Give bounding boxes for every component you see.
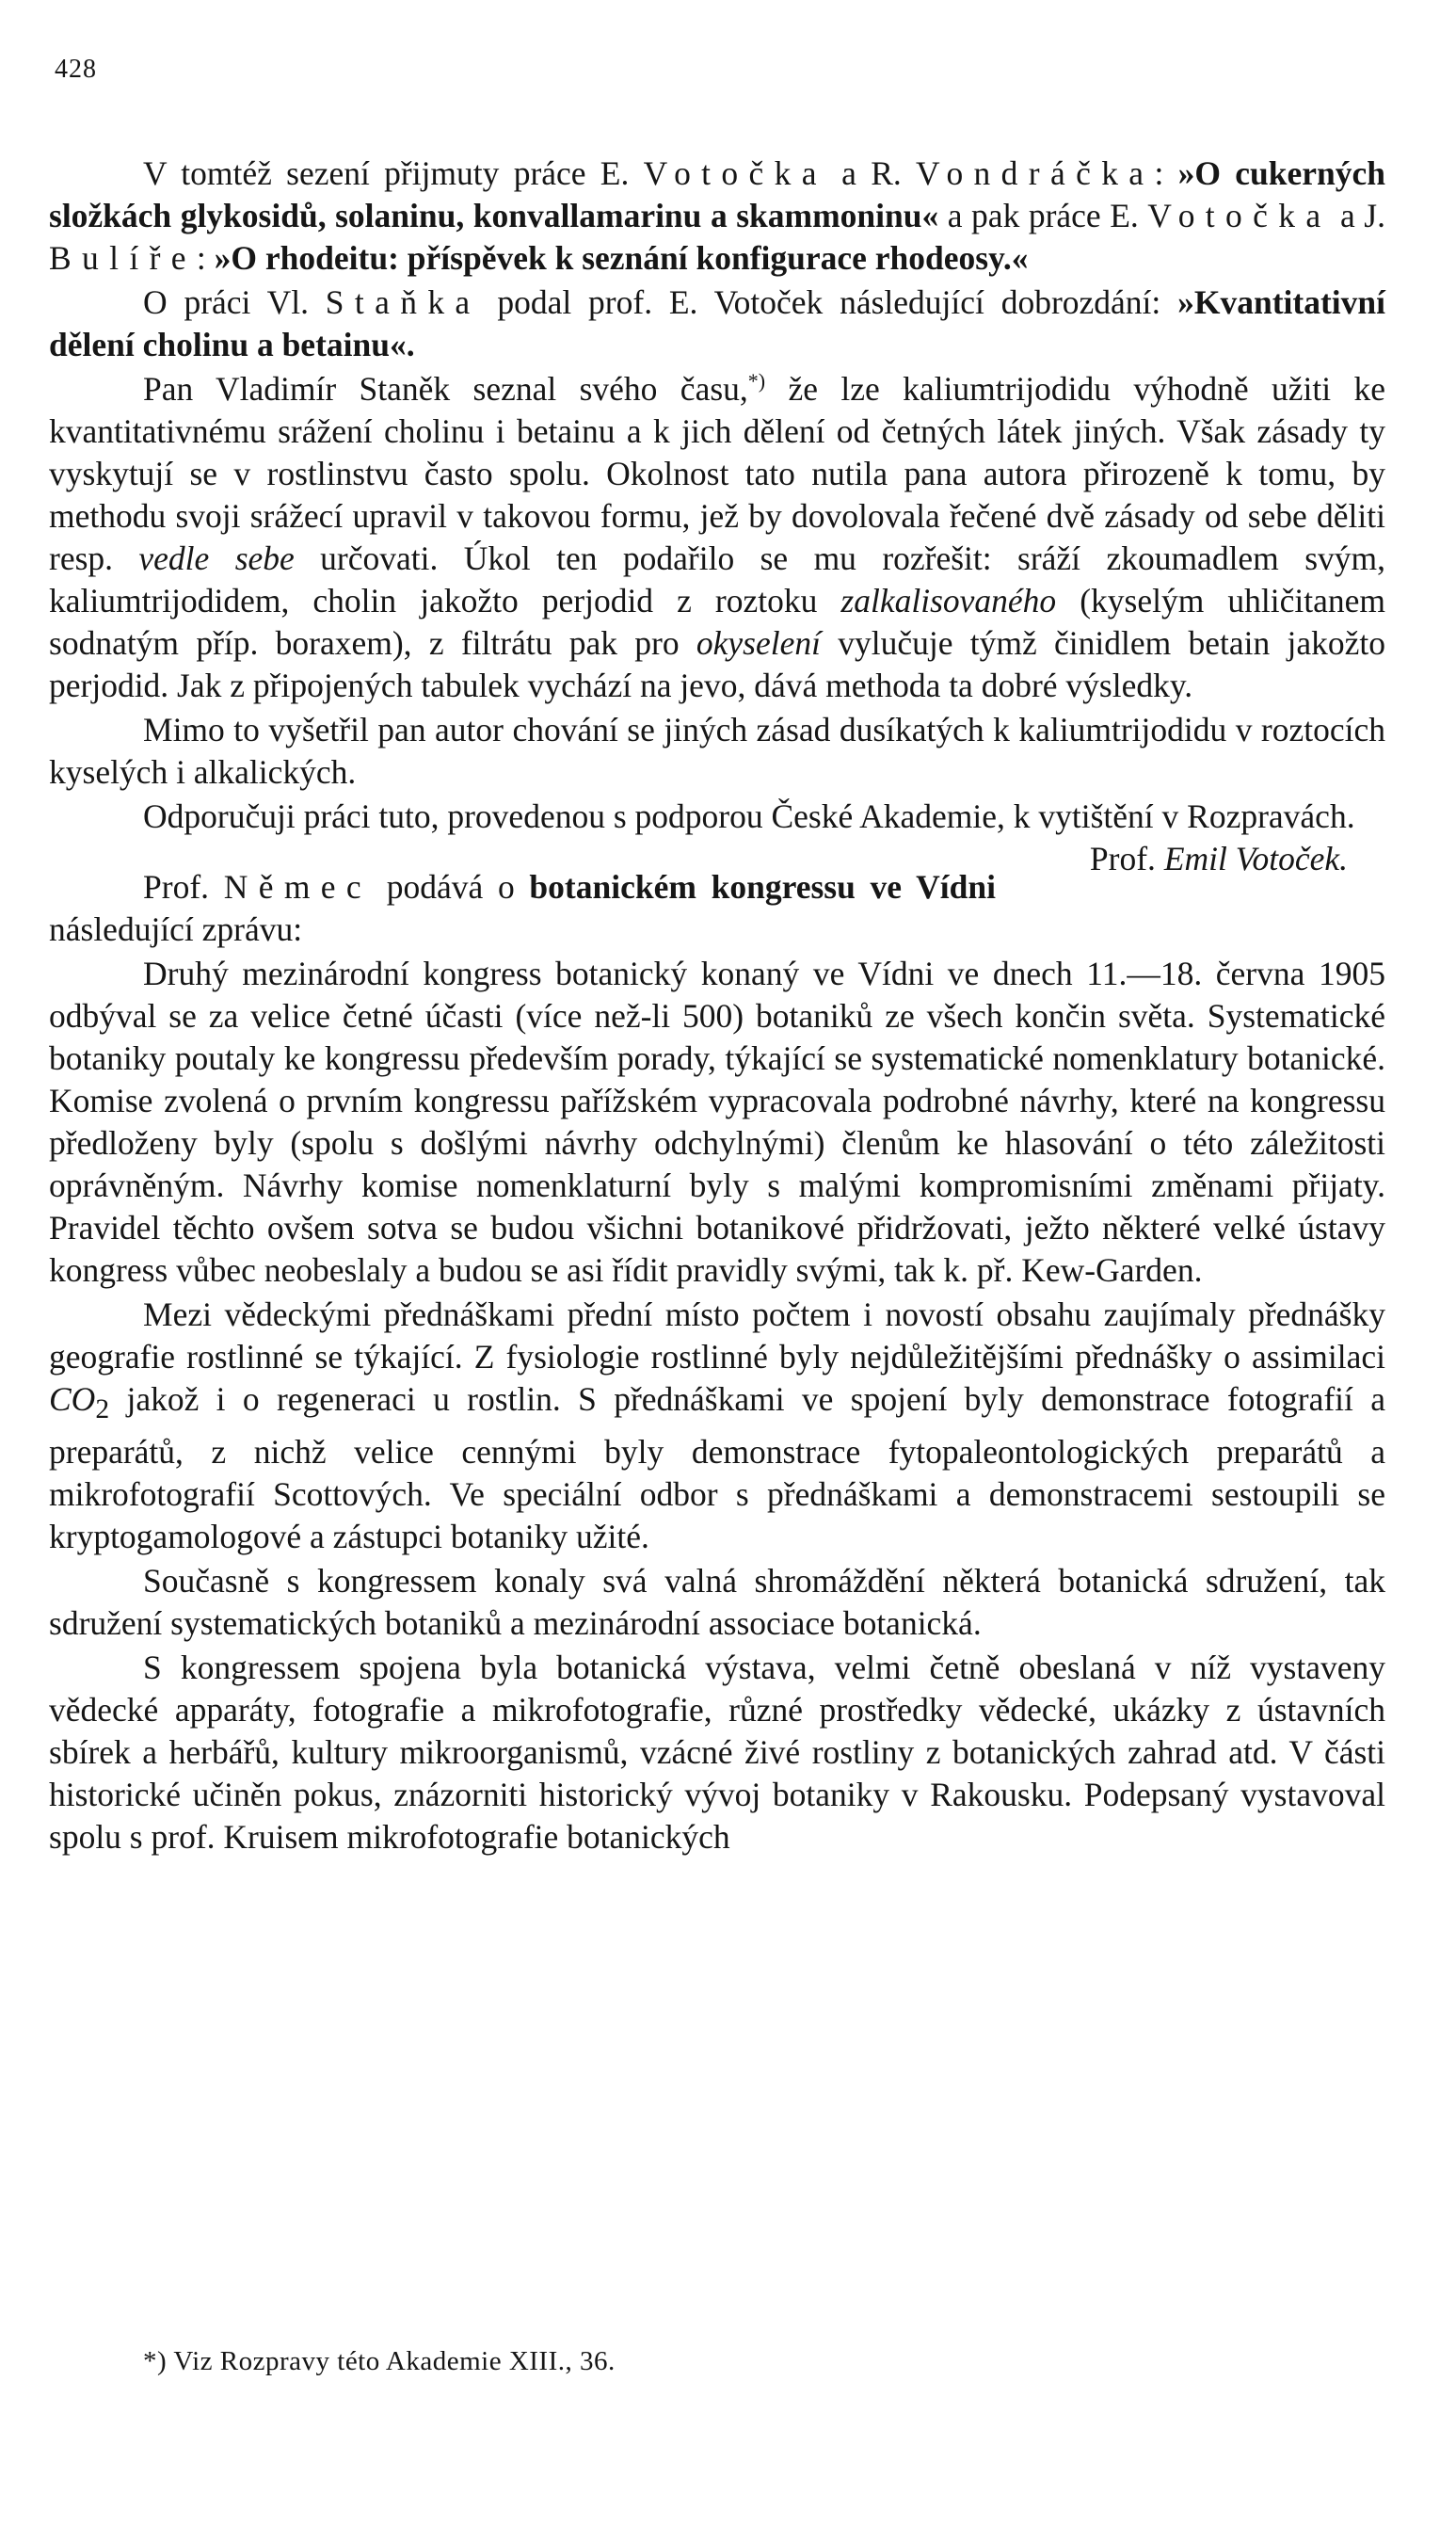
emphasis-text: okyselení: [696, 624, 821, 662]
text-span: podává o: [372, 868, 530, 906]
work-title: »O rhodeitu: příspěvek k seznání konfigurace rhodeosy.«: [214, 239, 1029, 277]
signature-name: Emil Votoček.: [1163, 840, 1348, 877]
report-subject: botanickém kongressu ve Vídni: [529, 868, 996, 906]
signature: [996, 838, 1348, 880]
text-span: podal prof. E. Votoček následující dobrozdání:: [480, 283, 1178, 321]
chemical-formula: CO: [49, 1380, 96, 1418]
footnote: *) Viz Rozpravy této Akademie XIII., 36.: [143, 2346, 616, 2376]
author-name: Staňka: [325, 283, 481, 321]
text-span: a J.: [1331, 197, 1385, 234]
text-span: a R.: [826, 154, 917, 192]
text-span: (kyselým uhličitanem sodnatým příp. boraxem), z filtrátu pak pro: [49, 582, 1385, 662]
text-span: V tomtéž sezení přijmuty práce E.: [143, 154, 644, 192]
footnote-reference: *): [747, 369, 766, 394]
author-name: Vondráčka: [916, 154, 1155, 192]
page-number: 428: [55, 55, 97, 84]
text-span: Prof.: [143, 868, 224, 906]
text-span: :: [1154, 154, 1178, 192]
text-span: :: [196, 239, 215, 277]
paragraph-recommendation: [49, 796, 1385, 877]
paragraph-associations: Současně s kongressem konaly svá valná shromáždění některá botanická sdružení, tak sdružení systematických botaniků a mezinárodní associace botanická.: [49, 1562, 1385, 1643]
paragraph-evaluation-body: [49, 368, 1385, 707]
text-span: jakož i o regeneraci u rostlin. S přednáškami ve spojení byly demonstrace fotografií a preparátů, z nichž velice cennými byly demonstrace fytopaleontologických preparátů a mikrofotografií Scottových. Ve speciální odbor s přednáškami a demonstracemi sestoupili se kryptogamologové a zástupci botaniky užité.: [49, 1380, 1385, 1556]
author-name: Němec: [223, 868, 373, 906]
text-span: a pak práce E.: [938, 197, 1148, 234]
text-span: určovati. Úkol ten podařilo se mu rozřešit: sráží zkoumadlem svým, kaliumtrijodidem, cholin jakožto perjodid z roztoku: [49, 539, 1385, 619]
paragraph-lectures: [49, 1294, 1385, 1558]
body-text: [49, 153, 1385, 1860]
text-span: O práci Vl.: [143, 283, 326, 321]
formula-subscript: 2: [95, 1394, 110, 1425]
paragraph-accepted-works: [49, 153, 1385, 280]
text-span: následující zprávu:: [49, 910, 303, 948]
text-span: Mezi vědeckými přednáškami přední místo počtem i novostí obsahu zaujímaly přednášky geografie rostlinné se týkající. Z fysiologie rostlinné byly nejdůležitějšími přednášky o assimilaci: [49, 1295, 1385, 1376]
work-title: »O cukerných složkách glykosidů, solaninu, konvallamarinu a skammoninu«: [49, 154, 1385, 234]
author-name: Bulíře: [49, 239, 197, 277]
paragraph-exhibition: S kongressem spojena byla botanická výstava, velmi četně obeslaná v níž vystaveny vědecké apparáty, fotografie a mikrofotografie, různé prostředky vědecké, ukázky z ústavních sbírek a herbářů, kultury mikroorganismů, vzácné živé rostliny z botanických zahrad atd. V části historické učiněn pokus, znázorniti historický vývoj botaniky v Rakousku. Podepsaný vystavoval spolu s prof. Kruisem mikrofotografie botanických: [49, 1649, 1385, 1857]
paragraph-congress-report: Druhý mezinárodní kongress botanický konaný ve Vídni ve dnech 11.—18. června 1905 odbýval se za velice četné účasti (více než-li 500) botaniků ze všech končin světa. Systematické botaniky poutaly ke kongressu především porady, týkající se systematické nomenklatury botanické. Komise zvolená o prvním kongressu pařížském vypracovala podrobné návrhy, které na kongressu předloženy byly (spolu s došlými návrhy odchylnými) členům ke hlasování o této záležitosti oprávněným. Návrhy komise nomenklaturní byly s malými kompromisními změnami přijaty. Pravidel těchto ovšem sotva se budou všichni botanikové přidržovati, ježto některé velké ústavy kongress vůbec neobeslaly a budou se asi řídit pravidly svými, tak k. př. Kew-Garden.: [49, 955, 1385, 1289]
emphasis-text: vedle sebe: [138, 539, 295, 577]
signature-prefix: Prof.: [1089, 840, 1164, 877]
text-span: vylučuje týmž činidlem betain jakožto perjodid. Jak z připojených tabulek vychází na jevo, dává methoda ta dobré výsledky.: [49, 624, 1385, 704]
paragraph-evaluation-intro: [49, 282, 1385, 366]
author-name: Votočka: [1147, 197, 1332, 234]
emphasis-text: zalkalisovaného: [840, 582, 1057, 619]
text-span: že lze kaliumtrijodidu výhodně užiti ke kvantitativnému srážení cholinu i betainu a k jich dělení od četných látek jiných. Však zásady ty vyskytují se v rostlinstvu často spolu. Okolnost tato nutila pana autora přirozeně k tomu, by methodu svoji srážecí upravil v takovou formu, jež by dovolovala řečené dvě zásady od sebe děliti resp.: [49, 370, 1385, 577]
paragraph-other-bases: Mimo to vyšetřil pan autor chování se jiných zásad dusíkatých k kaliumtrijodidu v roztocích kyselých i alkalických.: [49, 711, 1385, 791]
text-span: Pan Vladimír Staněk seznal svého času,: [143, 370, 748, 408]
author-name: Votočka: [643, 154, 827, 192]
work-title: »Kvantitativní dělení cholinu a betainu«.: [49, 283, 1385, 363]
text-span: Odporučuji práci tuto, provedenou s podporou České Akademie, k vytištění v Rozpravách.: [143, 797, 1355, 835]
